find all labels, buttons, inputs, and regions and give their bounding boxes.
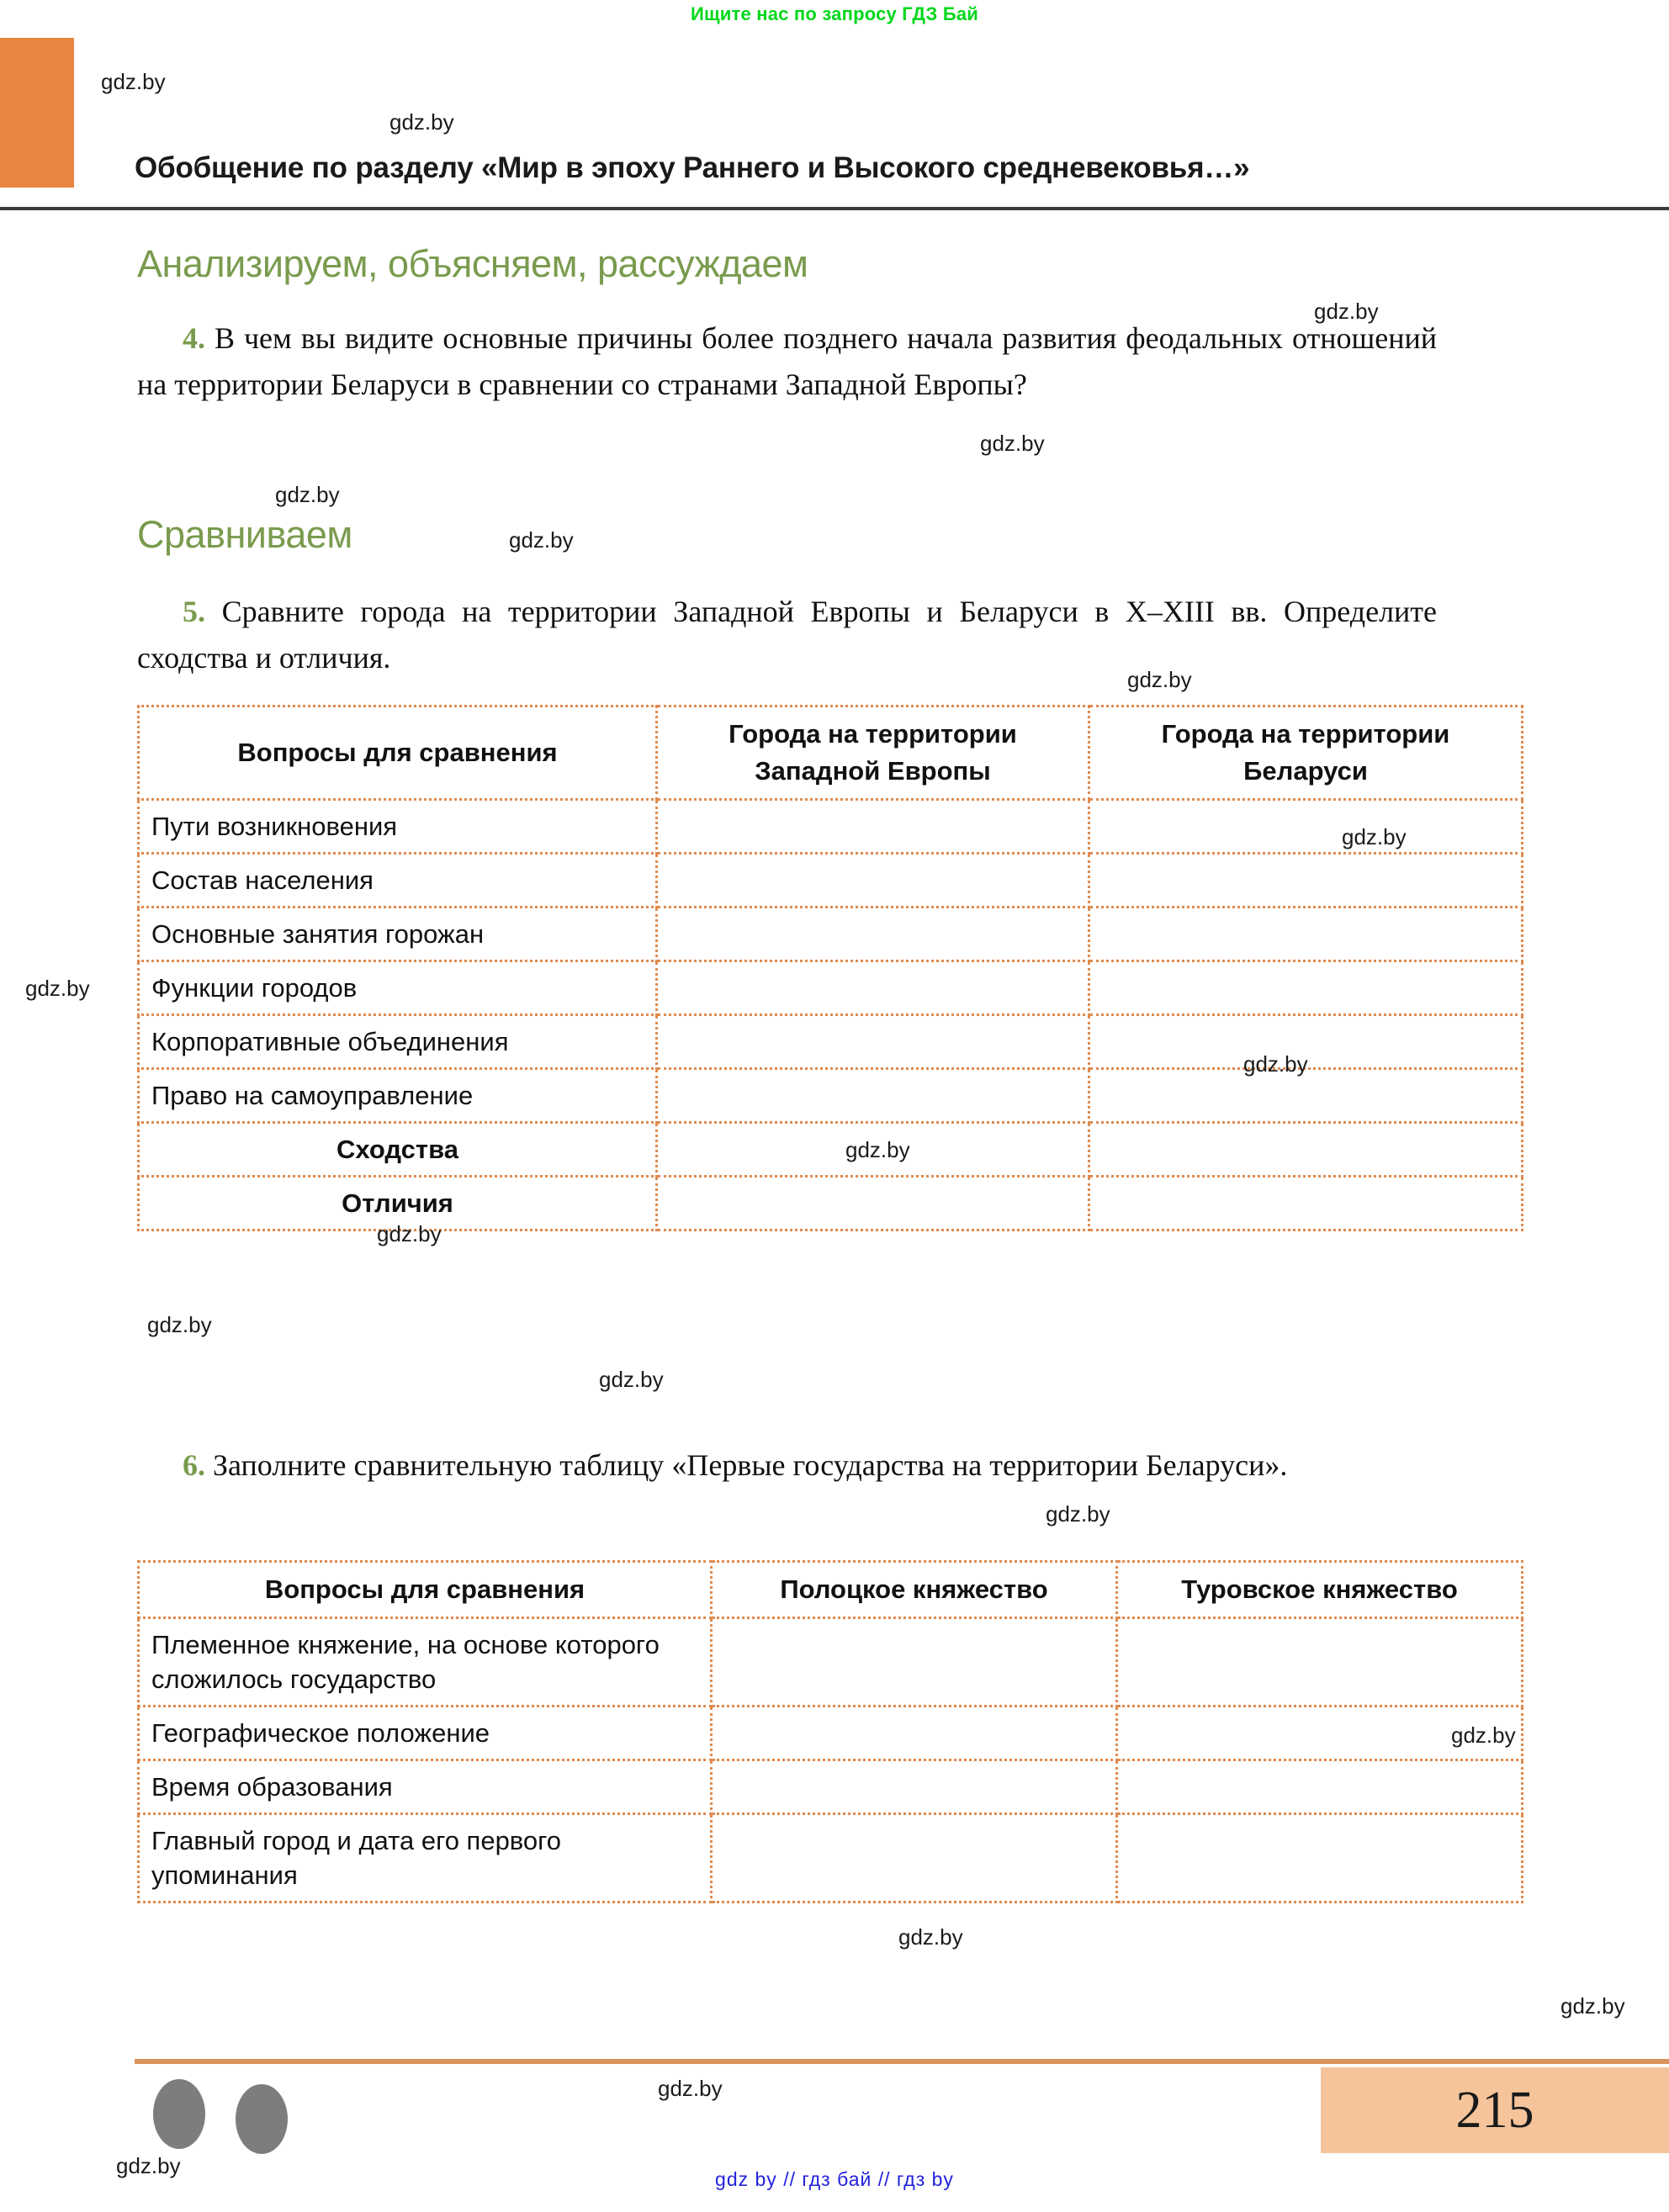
answer-cell[interactable] [657,854,1089,908]
promo-banner-text: Ищите нас по запросу ГДЗ Бай [690,3,978,24]
page-number: 215 [1455,2081,1534,2139]
comparison-table-principalities [137,1560,1523,1903]
watermark-text: gdz.by [1314,299,1379,324]
task-4-paragraph [137,315,1437,408]
answer-cell[interactable] [1117,1618,1523,1707]
row-label: Корпоративные объединения [139,1015,657,1069]
answer-cell[interactable] [1089,854,1523,908]
column-header-belarus: Города на территории Беларуси [1089,706,1523,800]
task-6-paragraph [137,1442,1437,1489]
answer-cell[interactable] [657,1015,1089,1069]
table-row [139,1814,1523,1902]
watermark-text: gdz.by [116,2153,181,2178]
row-label: Функции городов [139,961,657,1015]
answer-cell[interactable] [712,1814,1117,1902]
column-header-turov: Туровское княжество [1117,1562,1523,1618]
table-row [139,908,1523,961]
answer-cell[interactable] [1089,961,1523,1015]
watermark-text: gdz.by [658,2076,723,2101]
table-header-row [139,1562,1523,1618]
header-divider [0,207,1669,210]
watermark-text: gdz.by [1451,1723,1516,1748]
row-label: Главный город и дата его первого упоминания [139,1814,712,1902]
decorative-dot-icon [236,2084,288,2154]
task-6-number: 6. [183,1448,205,1482]
footer-links[interactable]: gdz by // гдз бай // гдз by [715,2168,954,2190]
answer-cell[interactable] [1089,800,1523,854]
row-label: Состав населения [139,854,657,908]
table-row [139,854,1523,908]
section-heading-compare: Сравниваем [137,513,352,556]
watermark-text: gdz.by [845,1137,910,1162]
watermark-text: gdz.by [1127,667,1192,692]
task-5-paragraph [137,589,1437,681]
task-5-text: Сравните города на территории Западной Европы и Беларуси в X–XIII вв. Определите сходства и отличия. [137,595,1438,675]
watermark-text: gdz.by [1243,1051,1308,1077]
task-4-number: 4. [183,321,205,355]
table-row [139,1707,1523,1760]
watermark-text: gdz.by [25,976,90,1001]
column-header-western-europe: Города на территории Западной Европы [657,706,1089,800]
column-header-questions: Вопросы для сравнения [139,1562,712,1618]
comparison-table-cities [137,705,1523,1231]
table-row [139,1618,1523,1707]
row-label: Географическое положение [139,1707,712,1760]
answer-cell[interactable] [712,1760,1117,1814]
table-row [139,1069,1523,1123]
answer-cell[interactable] [657,1177,1089,1230]
row-label: Племенное княжение, на основе которого сложилось государство [139,1618,712,1707]
answer-cell[interactable] [657,961,1089,1015]
task-6-text: Заполните сравнительную таблицу «Первые государства на территории Беларуси». [213,1448,1288,1482]
row-label: Право на самоуправление [139,1069,657,1123]
table-summary-row-similarities [139,1123,1523,1177]
watermark-text: gdz.by [1046,1501,1110,1527]
page-title: Обобщение по разделу «Мир в эпоху Раннего и Высокого средневековья…» [135,151,1250,184]
watermark-text: gdz.by [147,1312,212,1337]
watermark-text: gdz.by [599,1367,664,1392]
answer-cell[interactable] [1089,1177,1523,1230]
task-4-text: В чем вы видите основные причины более позднего начала развития феодальных отношений на территории Беларуси в сравнении со странами Западной Европы? [137,321,1437,401]
answer-cell[interactable] [1089,1123,1523,1177]
column-header-questions: Вопросы для сравнения [139,706,657,800]
footer-divider [135,2059,1669,2064]
watermark-text: gdz.by [1342,824,1407,849]
watermark-text: gdz.by [101,69,166,94]
table-row [139,800,1523,854]
task-5-number: 5. [183,595,205,628]
watermark-text: gdz.by [898,1924,963,1950]
answer-cell[interactable] [657,800,1089,854]
section-heading-analyze: Анализируем, объясняем, рассуждаем [137,242,808,285]
answer-cell[interactable] [1089,908,1523,961]
table-row [139,961,1523,1015]
answer-cell[interactable] [657,908,1089,961]
watermark-text: gdz.by [275,482,340,507]
answer-cell[interactable] [657,1069,1089,1123]
row-label-differences: Отличия [139,1177,657,1230]
watermark-text: gdz.by [980,431,1045,456]
decorative-dot-icon [153,2079,205,2149]
watermark-text: gdz.by [1560,1993,1625,2019]
row-label: Время образования [139,1760,712,1814]
row-label: Пути возникновения [139,800,657,854]
row-label: Основные занятия горожан [139,908,657,961]
answer-cell[interactable] [712,1707,1117,1760]
answer-cell[interactable] [1117,1814,1523,1902]
section-color-tab [0,38,74,188]
table-summary-row-differences [139,1177,1523,1230]
column-header-polotsk: Полоцкое княжество [712,1562,1117,1618]
watermark-text: gdz.by [377,1221,442,1246]
table-header-row [139,706,1523,800]
table-row [139,1015,1523,1069]
row-label-similarities: Сходства [139,1123,657,1177]
answer-cell[interactable] [1117,1760,1523,1814]
answer-cell[interactable] [712,1618,1117,1707]
watermark-text: gdz.by [389,109,454,135]
table-row [139,1760,1523,1814]
watermark-text: gdz.by [509,527,574,553]
